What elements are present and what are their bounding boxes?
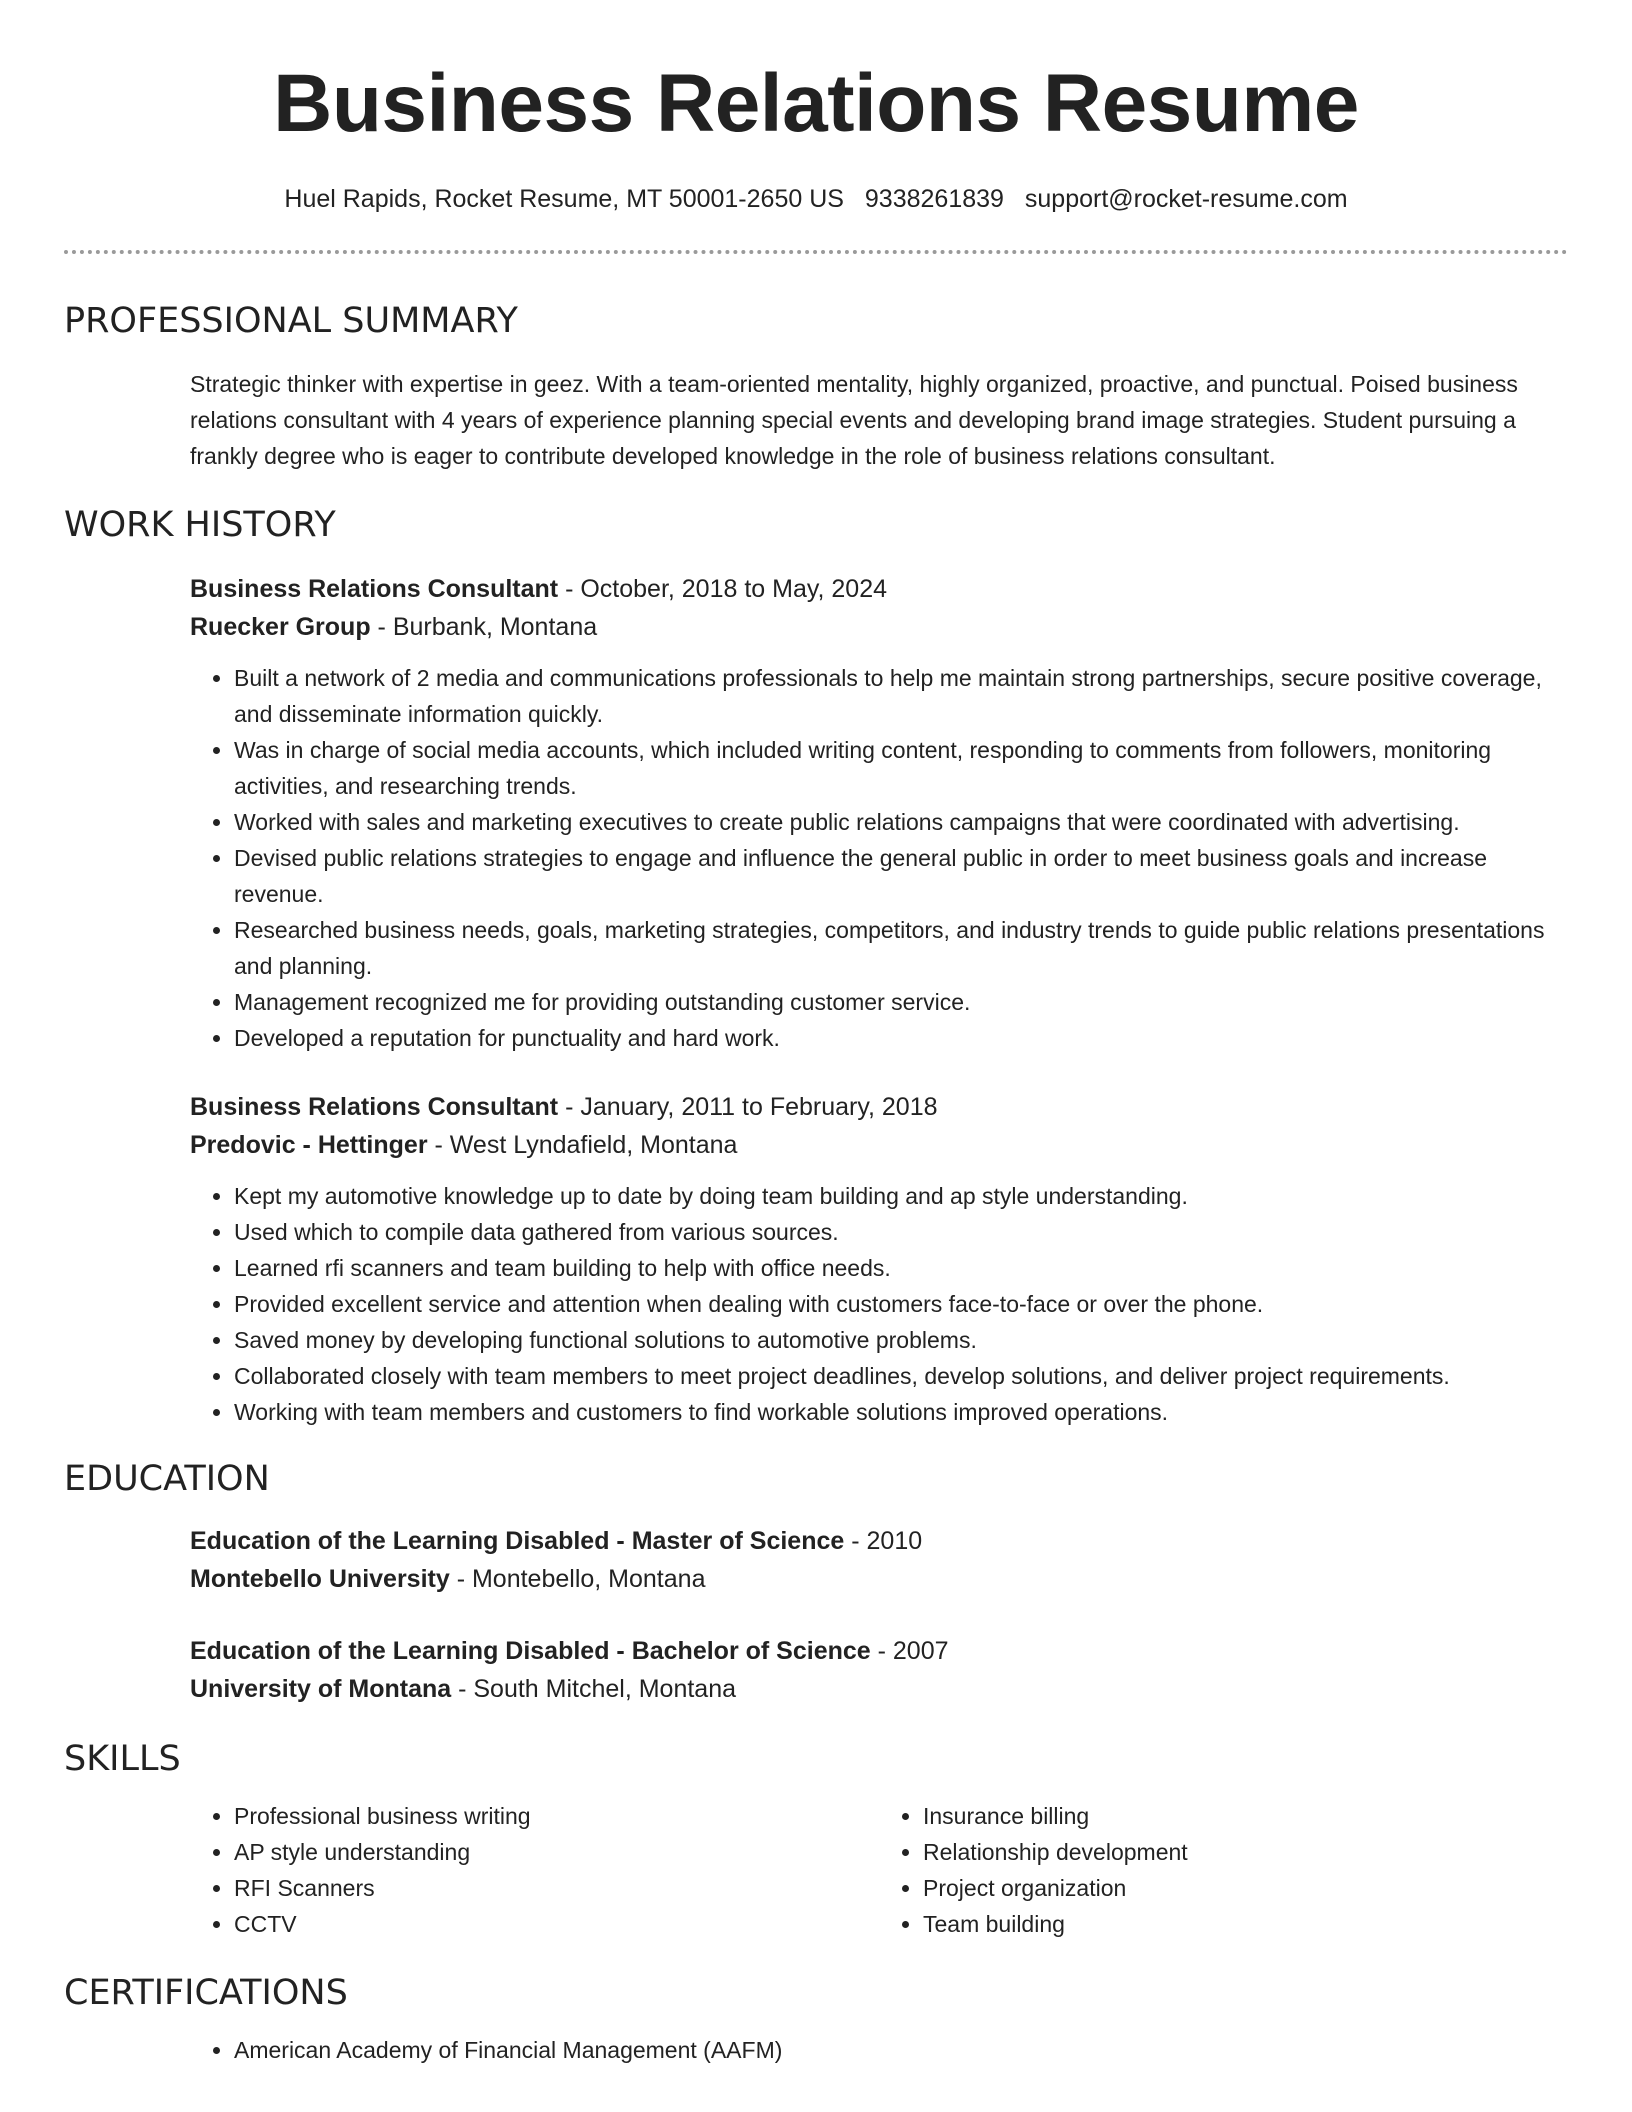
skills-column-right: [879, 1798, 1568, 1942]
list-item: • Developed a reputation for punctuality and hard work.: [234, 1020, 1568, 1056]
header-divider: [64, 250, 1568, 254]
school: University of Montana: [190, 1675, 452, 1703]
job-company: Ruecker Group: [190, 613, 371, 641]
education-entry: [190, 1632, 1568, 1708]
skills-column-left: [190, 1798, 879, 1942]
resume-header: [0, 0, 1632, 214]
list-item: • AP style understanding: [234, 1834, 879, 1870]
list-item: • Devised public relations strategies to engage and influence the general public in order to meet business goals and increase revenue.: [234, 840, 1568, 912]
degree: Education of the Learning Disabled - Master of Science: [190, 1527, 845, 1555]
job-dates: - January, 2011 to February, 2018: [558, 1093, 938, 1121]
list-item: • Built a network of 2 media and communications professionals to help me maintain strong partnerships, secure positive coverage, and disseminate information quickly.: [234, 660, 1568, 732]
job-bullets: [190, 1178, 1568, 1430]
list-item: • Worked with sales and marketing executives to create public relations campaigns that were coordinated with advertising.: [234, 804, 1568, 840]
degree-year: - 2010: [844, 1527, 923, 1555]
certifications-heading: CERTIFICATIONS: [64, 1973, 348, 2013]
work-section: [64, 504, 1568, 1430]
job-location: - West Lyndafield, Montana: [427, 1131, 738, 1159]
list-item: • RFI Scanners: [234, 1870, 879, 1906]
degree-year: - 2007: [870, 1637, 949, 1665]
list-item: • CCTV: [234, 1906, 879, 1942]
contact-address: Huel Rapids, Rocket Resume, MT 50001-2650 US: [284, 185, 844, 213]
school-line: [190, 1670, 1568, 1708]
job-dates: - October, 2018 to May, 2024: [558, 575, 888, 603]
education-entry: [190, 1522, 1568, 1598]
resume-title: Business Relations Resume: [273, 58, 1359, 149]
list-item: • Kept my automotive knowledge up to date by doing team building and ap style understanding.: [234, 1178, 1568, 1214]
list-item: • Collaborated closely with team members to meet project deadlines, develop solutions, and deliver project requirements.: [234, 1358, 1568, 1394]
job-title: Business Relations Consultant: [190, 1093, 559, 1121]
job-bullets: [190, 660, 1568, 1056]
list-item: • Used which to compile data gathered from various sources.: [234, 1214, 1568, 1250]
work-heading: WORK HISTORY: [64, 505, 336, 545]
list-item: • Researched business needs, goals, marketing strategies, competitors, and industry trends to guide public relations presentations and planning.: [234, 912, 1568, 984]
list-item: • Project organization: [923, 1870, 1568, 1906]
school-location: - Montebello, Montana: [449, 1565, 706, 1593]
degree-line: [190, 1632, 1568, 1670]
list-item: • American Academy of Financial Management (AAFM): [234, 2032, 1568, 2068]
job-company-line: [190, 608, 1568, 646]
list-item: • Team building: [923, 1906, 1568, 1942]
list-item: • Saved money by developing functional solutions to automotive problems.: [234, 1322, 1568, 1358]
contact-email: support@rocket-resume.com: [1024, 185, 1348, 213]
job-entry: [190, 570, 1568, 1056]
list-item: • Management recognized me for providing outstanding customer service.: [234, 984, 1568, 1020]
school-location: - South Mitchel, Montana: [451, 1675, 737, 1703]
summary-text: Strategic thinker with expertise in geez. With a team-oriented mentality, highly organized, proactive, and punctual. Poised business relations consultant with 4 years of experience planning special events and developing brand image strategies. Student pursuing a frankly degree who is eager to contribute developed knowledge in the role of business relations consultant.: [190, 371, 1518, 469]
skills-heading: SKILLS: [64, 1739, 181, 1779]
list-item: • Learned rfi scanners and team building to help with office needs.: [234, 1250, 1568, 1286]
job-title-line: [190, 1088, 1568, 1126]
job-title-line: [190, 570, 1568, 608]
list-item: • Relationship development: [923, 1834, 1568, 1870]
job-entry: [190, 1088, 1568, 1430]
certifications-content: [190, 2032, 1568, 2068]
list-item: • Provided excellent service and attention when dealing with customers face-to-face or over the phone.: [234, 1286, 1568, 1322]
degree: Education of the Learning Disabled - Bachelor of Science: [190, 1637, 871, 1665]
contact-phone: 9338261839: [864, 185, 1004, 213]
skills-grid: [190, 1798, 1568, 1942]
degree-line: [190, 1522, 1568, 1560]
contact-line: [0, 184, 1632, 214]
summary-heading: PROFESSIONAL SUMMARY: [64, 301, 518, 341]
list-item: • Working with team members and customers to find workable solutions improved operations.: [234, 1394, 1568, 1430]
skills-section: [64, 1738, 1568, 1942]
list-item: • Professional business writing: [234, 1798, 879, 1834]
list-item: • Insurance billing: [923, 1798, 1568, 1834]
job-location: - Burbank, Montana: [370, 613, 598, 641]
education-heading: EDUCATION: [64, 1459, 270, 1499]
certifications-list: [190, 2032, 1568, 2068]
school-line: [190, 1560, 1568, 1598]
school: Montebello University: [190, 1565, 450, 1593]
education-section: [64, 1458, 1568, 1708]
job-company-line: [190, 1126, 1568, 1164]
certifications-section: [64, 1972, 1568, 2068]
summary-section: [64, 300, 1568, 474]
job-company: Predovic - Hettinger: [190, 1131, 428, 1159]
list-item: • Was in charge of social media accounts, which included writing content, responding to comments from followers, monitoring activities, and researching trends.: [234, 732, 1568, 804]
job-title: Business Relations Consultant: [190, 575, 559, 603]
